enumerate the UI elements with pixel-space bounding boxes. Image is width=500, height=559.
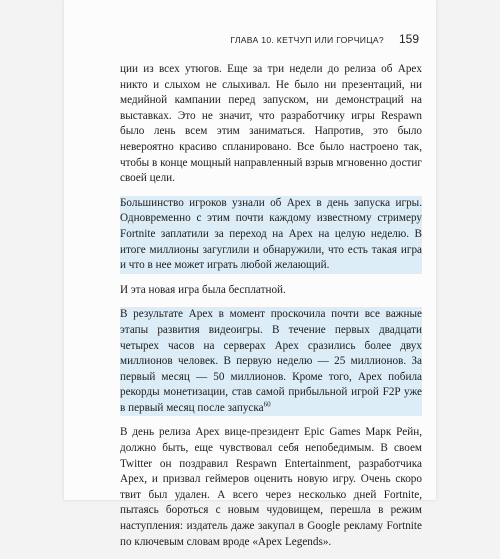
paragraph-text: И эта новая игра была бесплатной. (120, 283, 286, 296)
paragraph-5 (120, 425, 422, 550)
page-number: 159 (398, 32, 419, 46)
running-header (230, 32, 419, 46)
paragraph-text: В день релиза Apex вице-президент Epic Games Марк Рейн, должно быть, еще чувствовал себя непобедимым. В своем Twitter он поздравил Respawn Entertainment, разработчика Apex, и призвал геймеров оценить новую игру. Очень скоро твит был удален. А всего через несколько дней Fortnite, пытаясь бороться с новым чудовищем, перешла в режим наступления: издатель даже закупал в Google рекламу Fortnite по ключевым словам вроде «Apex Legends». (120, 426, 422, 548)
page-body (120, 62, 422, 559)
paragraph-text: Большинство игроков узнали об Apex в день запуска игры. Одновременно с этим почти каждому известному стримеру Fortnite заплатили за переход на Apex на целую неделю. В итоге миллионы загуглили и обнаружили, что есть такая игра и что в нее может играть любой желающий. (120, 196, 422, 272)
paragraph-2-highlighted (120, 196, 422, 274)
chapter-title: ГЛАВА 10. КЕТЧУП ИЛИ ГОРЧИЦА? (230, 35, 384, 45)
footnote-marker: 60 (263, 400, 271, 409)
paragraph-text: В результате Apex в момент проскочила почти все важные этапы развития видеоигры. В течение первых двадцати четырех часов на серверах Apex сразились более двух миллионов человек. В первую неделю — 25 миллионов. За первый месяц — 50 миллионов. Кроме того, Apex побила рекорды монетизации, став самой прибыльной игрой F2P уже в первый месяц после запуска (120, 308, 422, 414)
book-page (64, 0, 436, 548)
paragraph-3 (120, 283, 422, 299)
paragraph-1 (120, 62, 422, 187)
paragraph-text: ции из всех утюгов. Еще за три недели до релиза об Apex никто и слыхом не слыхивал. Не было ни презентаций, ни медийной кампании перед запуском, ни демонстраций на выставках. Это не значит, что разработчику игры Respawn было лень всем этим заниматься. Напротив, это было невероятно красиво спланировано. Все было настроено так, чтобы в конце мощный направленный взрыв мгновенно достиг своей цели. (120, 63, 422, 185)
paragraph-4-highlighted (120, 307, 422, 416)
